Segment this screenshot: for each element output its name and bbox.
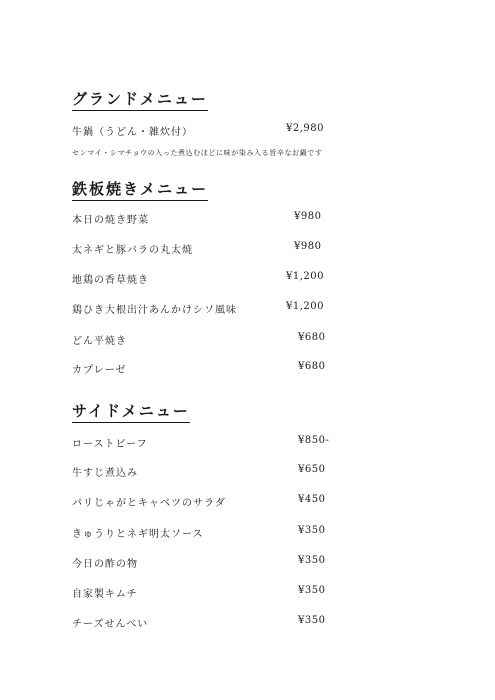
menu-item-name: 本日の焼き野菜 xyxy=(72,215,149,226)
menu-item-name: 今日の酢の物 xyxy=(72,559,138,570)
menu-item xyxy=(72,361,332,377)
menu-item xyxy=(72,555,332,571)
side-menu-heading: サイドメニュー xyxy=(72,400,190,423)
menu-item-price: ¥1,200 xyxy=(286,271,324,282)
menu-item-price: ¥450 xyxy=(298,494,326,505)
menu-item xyxy=(72,241,332,257)
menu-item-price: ¥850- xyxy=(298,435,330,446)
menu-item-price: ¥980 xyxy=(294,211,322,222)
menu-item-gyunabe xyxy=(72,123,332,139)
menu-item xyxy=(72,301,332,317)
menu-item xyxy=(72,525,332,541)
menu-item-name: きゅうりとネギ明太ソース xyxy=(72,529,204,540)
menu-item-price: ¥1,200 xyxy=(286,301,324,312)
menu-item-name: カプレーゼ xyxy=(72,365,127,376)
menu-item-price: ¥980 xyxy=(294,241,322,252)
menu-item-price: ¥350 xyxy=(298,585,326,596)
menu-item-name: パリじゃがとキャベツのサラダ xyxy=(72,498,226,509)
menu-item-name: 牛鍋（うどん・雑炊付） xyxy=(72,127,193,138)
menu-item-name: ローストビーフ xyxy=(72,439,148,450)
menu-item-price: ¥680 xyxy=(298,361,326,372)
menu-item-price: ¥680 xyxy=(298,332,326,343)
gyunabe-description: センマイ・シマチョウの入った煮込むほどに味が染み入る旨辛なお鍋です xyxy=(72,149,323,157)
menu-item xyxy=(72,494,332,510)
menu-item-name: どん平焼き xyxy=(72,336,127,347)
menu-item-name: 自家製キムチ xyxy=(72,589,138,600)
menu-item-price: ¥2,980 xyxy=(286,123,324,134)
menu-item-price: ¥350 xyxy=(298,555,326,566)
menu-item-name: 鶏ひき大根出汁あんかけシソ風味 xyxy=(72,305,237,316)
menu-item xyxy=(72,435,332,451)
menu-item-price: ¥350 xyxy=(298,525,326,536)
menu-item xyxy=(72,332,332,348)
grand-menu-heading: グランドメニュー xyxy=(72,88,208,111)
menu-item xyxy=(72,464,332,480)
menu-item-name: 牛すじ煮込み xyxy=(72,468,138,479)
menu-item xyxy=(72,211,332,227)
menu-item-name: 地鶏の香草焼き xyxy=(72,275,149,286)
menu-item-price: ¥650 xyxy=(298,464,326,475)
menu-item-price: ¥350 xyxy=(298,615,326,626)
menu-item xyxy=(72,271,332,287)
menu-item xyxy=(72,585,332,601)
menu-item-name: チーズせんべい xyxy=(72,619,149,630)
teppan-menu-heading: 鉄板焼きメニュー xyxy=(72,178,208,201)
menu-item xyxy=(72,615,332,631)
menu-item-name: 太ネギと豚バラの丸太焼 xyxy=(72,245,193,256)
